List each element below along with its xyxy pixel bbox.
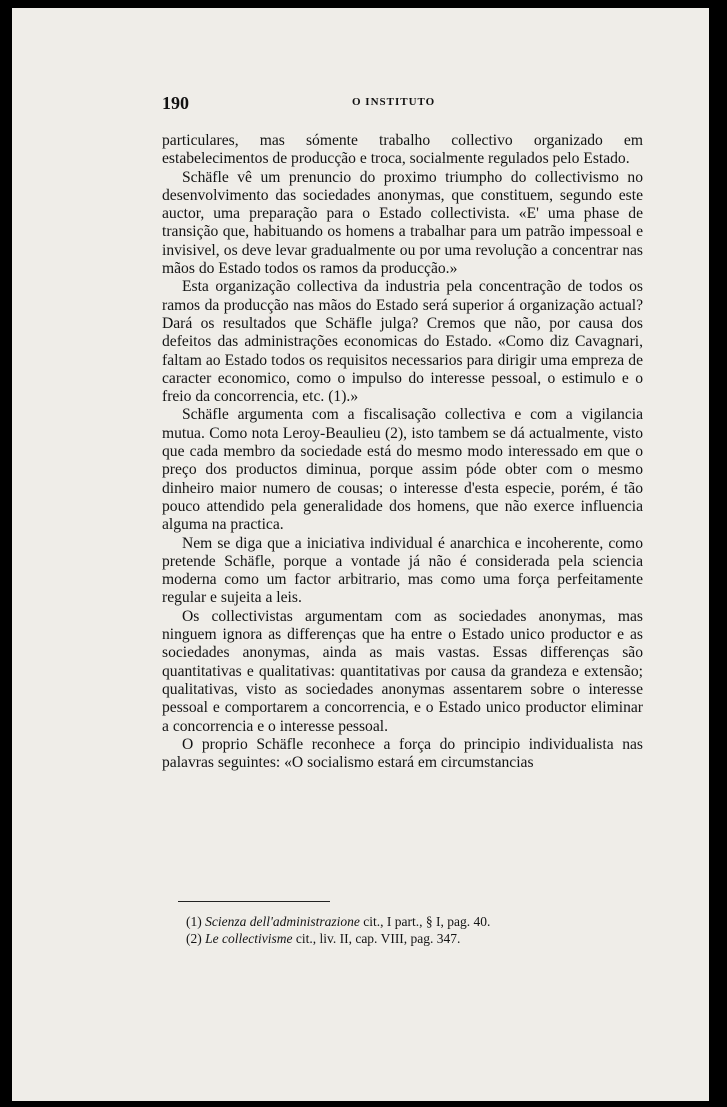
paragraph-continuation: particulares, mas sómente trabalho collectivo organizado em estabelecimentos de producção e troca, socialmente regulados pelo Estado. [162, 132, 643, 168]
paragraph: Nem se diga que a iniciativa individual é anarchica e incoherente, como pretende Schäfle, porque a vontade já não é considerada pela sciencia moderna como um factor arbitrario, mas como uma força perfeitamente regular e sujeita a leis. [162, 534, 643, 607]
paragraph: O proprio Schäfle reconhece a força do principio individualista nas palavras seguintes: «O socialismo estará em circumstancias [162, 735, 643, 772]
footnote-marker: (2) [186, 931, 202, 946]
footnote-work-title: Le collectivisme [205, 931, 293, 946]
footnote-2 [186, 930, 646, 947]
footnote-reference: cit., liv. II, cap. VIII, pag. 347. [292, 931, 461, 946]
paragraph: Schäfle vê um prenuncio do proximo triumpho do collectivismo no desenvolvimento das sociedades anonymas, que constituem, segundo este auctor, uma preparação para o Estado collectivista. «E' uma phase de transição que, habituando os homens a trabalhar para um patrão impessoal e invisivel, os deve levar gradualmente ou por uma revolução a concentrar nas mãos do Estado todos os ramos da producção.» [162, 168, 643, 278]
page-header [162, 93, 652, 119]
paragraph: Schäfle argumenta com a fiscalisação collectiva e com a vigilancia mutua. Como nota Leroy-Beaulieu (2), isto tambem se dá actualmente, visto que cada membro da sociedade está do mesmo modo interessado em que o preço dos productos diminua, porque assim póde obter com o mesmo dinheiro maior numero de cousas; o interesse d'esta especie, porém, é tão pouco attendido pela generalidade dos homens, que não exerce influencia alguma na practica. [162, 406, 643, 534]
paragraph: Os collectivistas argumentam com as sociedades anonymas, mas ninguem ignora as differenças que ha entre o Estado unico productor e as sociedades anonymas, ainda as mais vastas. Essas differenças são quantitativas e qualitativas: quantitativas por causa da grandeza e extensão; qualitativas, visto as sociedades anonymas assentarem sobre o interesse pessoal e comportarem a concorrencia, e o Estado unico productor eliminar a concorrencia e o interesse pessoal. [162, 607, 643, 735]
footnote-marker: (1) [186, 914, 202, 929]
footnotes [186, 913, 646, 947]
footnote-divider [178, 901, 330, 902]
footnote-reference: cit., I part., § I, pag. 40. [359, 914, 491, 929]
page-number: 190 [162, 93, 189, 113]
running-title: O INSTITUTO [352, 96, 436, 108]
footnote-1 [186, 913, 646, 930]
paragraph: Esta organização collectiva da industria pela concentração de todos os ramos da producção nas mãos do Estado será superior á organização actual? Dará os resultados que Schäfle julga? Cremos que não, por causa dos defeitos das administrações economicas do Estado. «Como diz Cavagnari, faltam ao Estado todos os requisitos necessarios para dirigir uma empreza de caracter economico, como o impulso do interesse pessoal, o estimulo e o freio da concorrencia, etc. (1).» [162, 278, 643, 406]
footnote-work-title: Scienza dell'administrazione [205, 914, 360, 929]
scanned-page [12, 8, 709, 1101]
body-text [162, 132, 643, 772]
